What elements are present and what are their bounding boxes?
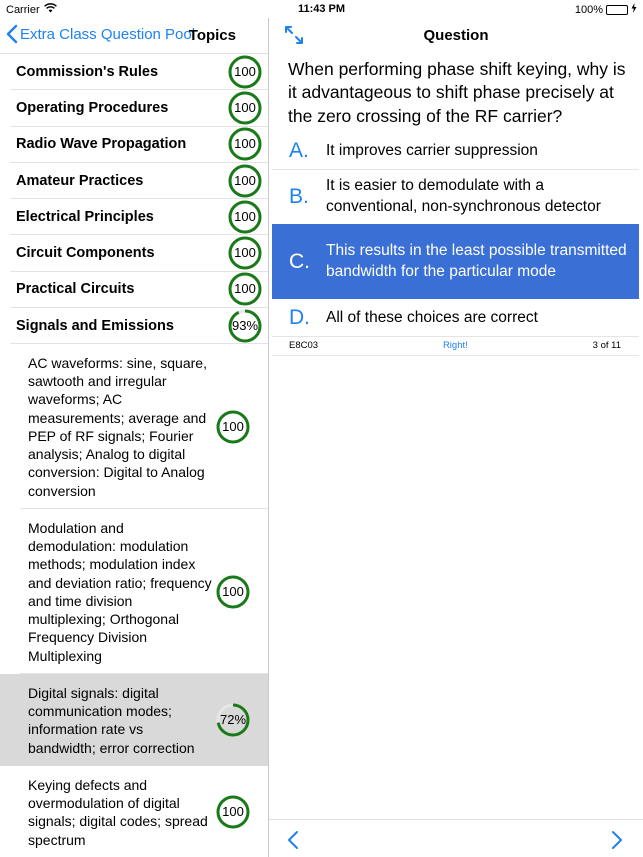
score-value: 72% — [219, 712, 247, 728]
question-id: E8C03 — [289, 340, 319, 351]
score-value: 100 — [222, 583, 244, 599]
question-footer — [289, 340, 621, 351]
subtopic-label: AC waveforms: sine, square, sawtooth and irregular waveforms; AC measurements; average and PEP of RF signals; Fourier analysis; Analog to digital conversion: Digital to Analog conversion — [28, 354, 207, 499]
score-value: 100 — [234, 245, 256, 261]
score-badge — [216, 795, 250, 829]
topic-row[interactable] — [10, 235, 268, 271]
topic-row[interactable] — [10, 272, 268, 308]
next-button[interactable] — [611, 830, 623, 855]
topic-row[interactable] — [10, 127, 268, 163]
topic-label: Electrical Principles — [16, 208, 154, 225]
subtopic-row[interactable] — [0, 674, 268, 766]
chevron-right-icon — [611, 830, 623, 850]
topic-row[interactable] — [10, 90, 268, 126]
topic-list — [0, 54, 268, 344]
score-value: 100 — [234, 63, 256, 79]
result-label: Right! — [442, 340, 468, 351]
topic-label: Practical Circuits — [16, 281, 135, 298]
question-pane — [269, 18, 643, 857]
subtopic-label: Modulation and demodulation: modulation methods; modulation index and deviation ratio; frequency and time division multiplexing; Orthogonal Frequency Division Multiplexing — [28, 519, 212, 664]
topics-navbar — [0, 18, 268, 54]
charging-icon — [631, 3, 637, 16]
score-badge — [228, 309, 262, 343]
topic-label: Commission's Rules — [16, 63, 159, 80]
score-badge — [228, 272, 262, 306]
answer-text: This results in the least possible transmitted bandwidth for the particular mode — [326, 241, 627, 280]
score-badge — [228, 91, 262, 125]
score-badge — [228, 127, 262, 161]
clock: 11:43 PM — [297, 3, 346, 15]
previous-button[interactable] — [287, 830, 299, 855]
topics-title: Topics — [188, 27, 236, 44]
answer-a[interactable] — [272, 137, 639, 165]
topic-row[interactable] — [10, 308, 268, 344]
carrier-label: Carrier — [6, 3, 40, 16]
subtopic-row[interactable] — [0, 509, 268, 674]
chevron-left-icon — [287, 830, 299, 850]
topic-row[interactable] — [10, 54, 268, 90]
answer-letter: C. — [289, 249, 310, 273]
answer-text: It is easier to demodulate with a conventional, non-synchronous detector — [326, 176, 601, 215]
subtopic-label: Keying defects and overmodulation of digital signals; digital codes; spread spectrum — [28, 776, 208, 848]
answer-b[interactable] — [272, 173, 639, 220]
topics-pane — [0, 18, 268, 857]
back-button[interactable] — [6, 24, 195, 44]
topic-label: Amateur Practices — [16, 172, 144, 189]
answer-letter: A. — [289, 139, 309, 162]
topic-label: Circuit Components — [16, 245, 155, 262]
footer-separator — [272, 355, 639, 356]
score-badge — [228, 164, 262, 198]
score-badge — [216, 410, 250, 444]
answer-letter: B. — [289, 184, 309, 208]
score-value: 100 — [234, 136, 256, 152]
chevron-left-icon — [6, 24, 18, 44]
battery-indicator — [575, 3, 637, 16]
battery-icon — [606, 5, 628, 15]
topic-label: Operating Procedures — [16, 99, 169, 116]
status-bar — [0, 0, 643, 18]
question-text: When performing phase shift keying, why is it advantageous to shift phase precisely at the zero crossing of the RF carrier? — [288, 59, 626, 126]
score-value: 100 — [234, 208, 256, 224]
score-badge — [228, 200, 262, 234]
question-title: Question — [423, 27, 489, 44]
score-value: 100 — [222, 804, 244, 820]
answer-d[interactable] — [272, 304, 639, 332]
bottom-toolbar — [269, 819, 643, 857]
back-label: Extra Class Question Pool — [20, 25, 196, 43]
subtopic-row[interactable] — [0, 344, 268, 509]
battery-percent: 100% — [574, 3, 603, 16]
score-value: 100 — [234, 99, 256, 115]
topic-row[interactable] — [10, 163, 268, 199]
score-value: 93% — [231, 317, 259, 333]
answer-text: It improves carrier suppression — [326, 141, 538, 159]
subtopic-list — [0, 344, 268, 857]
subtopic-label: Digital signals: digital communication modes; information rate vs bandwidth; error correction — [28, 684, 195, 756]
answer-separator — [272, 336, 639, 337]
topic-label: Signals and Emissions — [16, 317, 174, 334]
topic-row[interactable] — [10, 199, 268, 235]
topic-label: Radio Wave Propagation — [16, 136, 187, 153]
answer-c[interactable] — [272, 224, 639, 299]
answer-text: All of these choices are correct — [326, 308, 538, 326]
answer-separator — [272, 169, 639, 170]
answer-letter: D. — [289, 306, 310, 329]
score-badge — [216, 703, 250, 737]
subtopic-row[interactable] — [0, 766, 268, 857]
question-navbar — [269, 18, 643, 54]
score-value: 100 — [234, 172, 256, 188]
score-value: 100 — [234, 281, 256, 297]
score-badge — [216, 575, 250, 609]
score-badge — [228, 55, 262, 89]
score-badge — [228, 236, 262, 270]
score-value: 100 — [222, 418, 244, 434]
question-position: 3 of 11 — [592, 340, 621, 351]
